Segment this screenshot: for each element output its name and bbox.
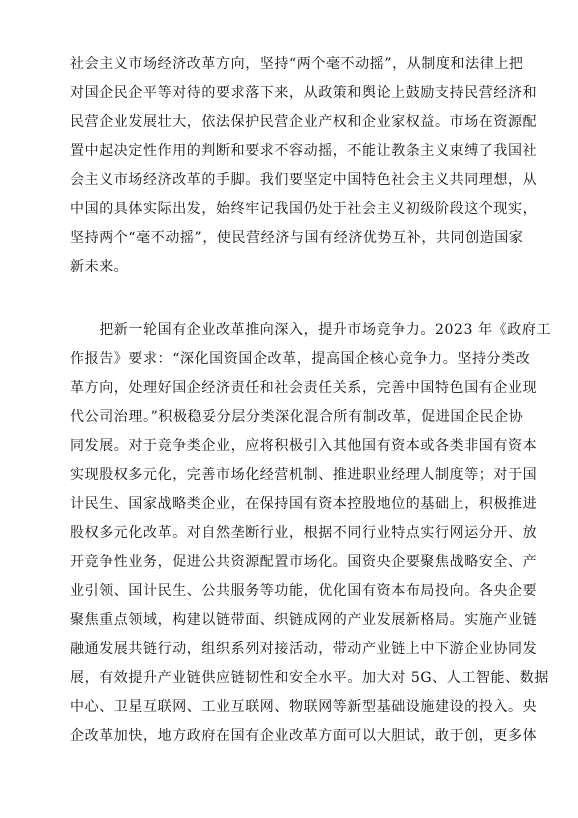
paragraph-2	[70, 316, 552, 751]
text-line: 展，有效提升产业链供应链韧性和安全水平。加大对 5G、人工智能、数据	[70, 670, 549, 686]
text-line: 融通发展共链行动，组织系列对接活动，带动产业链上中下游企业协同发	[70, 641, 538, 657]
text-line: 计民生、国家战略类企业，在保持国有资本控股地位的基础上，积极推进	[70, 496, 538, 512]
text-line: 业引领、国计民生、公共服务等功能，优化国有资本布局投向。各央企要	[70, 583, 538, 599]
text-line: 中国的具体实际出发，始终牢记我国仍处于社会主义初级阶段这个现实，	[70, 201, 538, 217]
text-line: 会主义市场经济改革的手脚。我们要坚定中国特色社会主义共同理想，从	[70, 172, 538, 188]
text-line: 作报告》要求：“深化国资国企改革，提高国企核心竞争力。坚持分类改	[70, 351, 531, 367]
text-line: 实现股权多元化，完善市场化经营机制、推进职业经理人制度等；对于国	[70, 467, 538, 483]
text-line: 坚持两个“毫不动摇”，使民营经济与国有经济优势互补，共同创造国家	[70, 230, 524, 246]
paragraph-1	[70, 50, 538, 282]
text-line: 股权多元化改革。对自然垄断行业，根据不同行业特点实行网运分开、放	[70, 525, 538, 541]
text-line: 代公司治理。”积极稳妥分层分类深化混合所有制改革，促进国企民企协	[70, 409, 524, 425]
text-line: 同发展。对于竞争类企业，应将积极引入其他国有资本或各类非国有资本	[70, 438, 538, 454]
text-line: 中心、卫星互联网、工业互联网、物联网等新型基础设施建设的投入。央	[70, 699, 538, 715]
text-line: 社会主义市场经济改革方向，坚持“两个毫不动摇”，从制度和法律上把	[70, 56, 524, 72]
text-line: 把新一轮国有企业改革推向深入，提升市场竞争力。2023 年《政府工	[70, 322, 552, 338]
text-line: 企改革加快，地方政府在国有企业改革方面可以大胆试，敢于创，更多体	[70, 728, 538, 744]
text-line: 革方向，处理好国企经济责任和社会责任关系，完善中国特色国有企业现	[70, 380, 538, 396]
text-line: 新未来。	[70, 259, 129, 275]
text-line: 聚焦重点领域，构建以链带面、织链成网的产业发展新格局。实施产业链	[70, 612, 538, 628]
text-line: 民营企业发展壮大，依法保护民营企业产权和企业家权益。市场在资源配	[70, 114, 538, 130]
text-line: 对国企民企平等对待的要求落下来，从政策和舆论上鼓励支持民营经济和	[70, 85, 538, 101]
text-line: 开竞争性业务，促进公共资源配置市场化。国资央企要聚焦战略安全、产	[70, 554, 538, 570]
text-line: 置中起决定性作用的判断和要求不容动摇，不能让教条主义束缚了我国社	[70, 143, 538, 159]
